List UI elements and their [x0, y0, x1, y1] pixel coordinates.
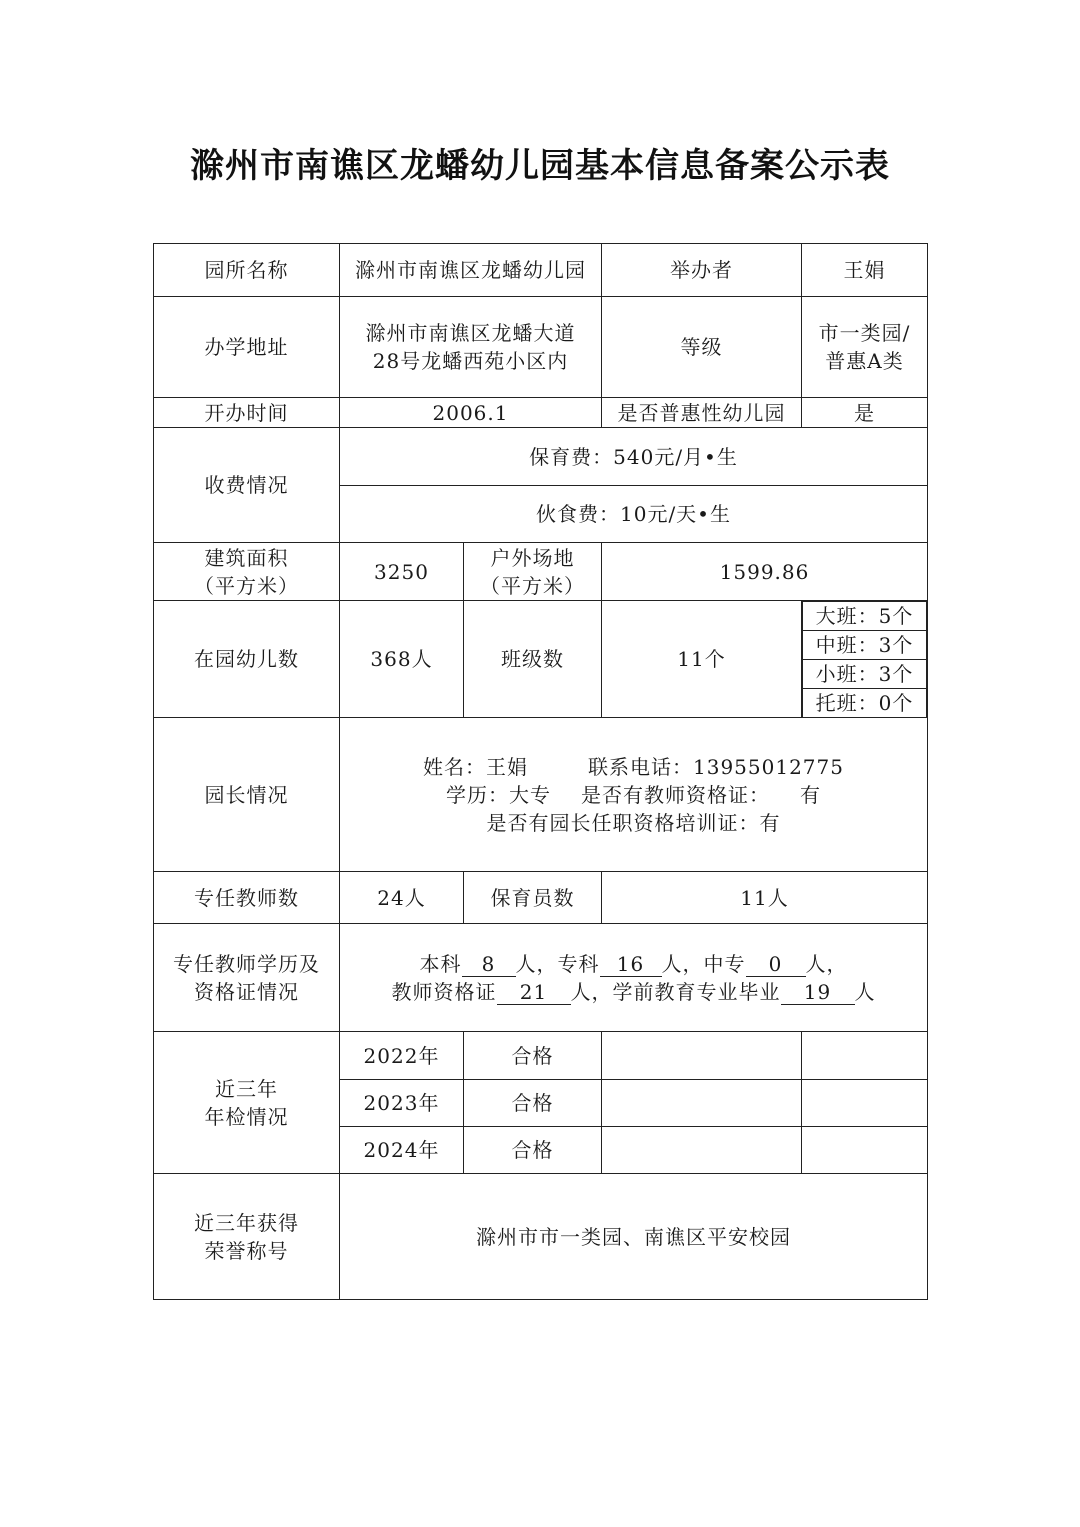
- director-education: 学历：大专: [446, 782, 551, 807]
- honors-line-1: 近三年获得: [194, 1210, 299, 1235]
- outdoor-area-line-1: 户外场地: [490, 545, 575, 570]
- secondary-unit: 人，: [805, 951, 848, 976]
- value-children-count: 368人: [340, 601, 464, 718]
- value-inclusive: 是: [802, 398, 928, 428]
- label-outdoor-area: [464, 543, 602, 601]
- row-inspect-2022: [154, 1032, 928, 1080]
- cert-unit: 人，学前教育专业毕业: [570, 979, 781, 1004]
- label-inclusive: 是否普惠性幼儿园: [602, 398, 802, 428]
- cert-label: 教师资格证: [391, 979, 497, 1004]
- cert-count: 21: [497, 980, 571, 1005]
- row-staff: [154, 872, 928, 924]
- value-meal-fee: 伙食费：10元/天•生: [340, 486, 928, 543]
- page-title: 滁州市南谯区龙蟠幼儿园基本信息备案公示表: [190, 146, 890, 186]
- qualifications-line-2: 资格证情况: [194, 979, 299, 1004]
- value-organizer: 王娟: [802, 244, 928, 297]
- label-caregiver-count: 保育员数: [464, 872, 602, 924]
- director-phone: 联系电话：13955012775: [588, 754, 844, 779]
- info-table: [153, 243, 928, 1300]
- inspection-result: 合格: [464, 1032, 602, 1080]
- value-grade: [802, 297, 928, 398]
- label-teacher-count: 专任教师数: [154, 872, 340, 924]
- label-organizer: 举办者: [602, 244, 802, 297]
- row-open: [154, 398, 928, 428]
- row-director: [154, 718, 928, 872]
- row-area: [154, 543, 928, 601]
- label-honors: [154, 1174, 340, 1300]
- inspection-year: 2024年: [340, 1127, 464, 1174]
- label-grade: 等级: [602, 297, 802, 398]
- label-children-count: 在园幼儿数: [154, 601, 340, 718]
- value-kindergarten-name: 滁州市南谯区龙蟠幼儿园: [340, 244, 602, 297]
- qualifications-cert-line: [344, 978, 923, 1006]
- empty-cell: [602, 1127, 802, 1174]
- label-address: 办学地址: [154, 297, 340, 398]
- inspection-result: 合格: [464, 1127, 602, 1174]
- qualifications-degree-line: [344, 950, 923, 978]
- row-honors: [154, 1174, 928, 1300]
- empty-cell: [602, 1080, 802, 1127]
- director-cert-question: 是否有教师资格证：: [581, 782, 770, 807]
- building-area-line-1: 建筑面积: [204, 545, 289, 570]
- label-director: 园长情况: [154, 718, 340, 872]
- address-line-2: 28号龙蟠西苑小区内: [372, 349, 569, 373]
- director-name: 姓名：王娟: [423, 754, 528, 779]
- row-qualifications: [154, 924, 928, 1032]
- value-open-date: 2006.1: [340, 398, 602, 428]
- director-cert-answer: 有: [800, 782, 821, 807]
- value-caregiver-count: 11人: [602, 872, 928, 924]
- graduate-unit: 人: [854, 979, 876, 1004]
- inspection-year: 2023年: [340, 1080, 464, 1127]
- class-size-small: 小班：3个: [803, 660, 927, 689]
- qualifications-line-1: 专任教师学历及: [173, 951, 320, 976]
- class-size-middle: 中班：3个: [803, 631, 927, 660]
- row-address: [154, 297, 928, 398]
- value-address: [340, 297, 602, 398]
- director-line-1: [344, 753, 923, 781]
- value-building-area: 3250: [340, 543, 464, 601]
- empty-cell: [802, 1127, 928, 1174]
- class-size-nursery: 托班：0个: [803, 689, 927, 718]
- row-name: [154, 244, 928, 297]
- value-teacher-count: 24人: [340, 872, 464, 924]
- address-line-1: 滁州市南谯区龙蟠大道: [365, 321, 576, 345]
- director-line-2: [344, 781, 923, 809]
- value-class-count: 11个: [602, 601, 802, 718]
- director-training: 是否有园长任职资格培训证：有: [486, 810, 781, 835]
- inspection-line-1: 近三年: [215, 1076, 278, 1101]
- row-fees-1: [154, 428, 928, 486]
- label-qualifications: [154, 924, 340, 1032]
- college-count: 16: [600, 952, 662, 977]
- inspection-line-2: 年检情况: [204, 1104, 289, 1129]
- inspection-result: 合格: [464, 1080, 602, 1127]
- empty-cell: [602, 1032, 802, 1080]
- class-breakdown: [802, 601, 928, 718]
- value-care-fee: 保育费：540元/月•生: [340, 428, 928, 486]
- value-outdoor-area: 1599.86: [602, 543, 928, 601]
- college-unit: 人，中专: [661, 951, 746, 976]
- bachelor-unit: 人，专科: [515, 951, 600, 976]
- value-director: [340, 718, 928, 872]
- label-kindergarten-name: 园所名称: [154, 244, 340, 297]
- label-class-count: 班级数: [464, 601, 602, 718]
- bachelor-label: 本科: [419, 951, 462, 976]
- label-building-area: [154, 543, 340, 601]
- honors-line-2: 荣誉称号: [204, 1238, 289, 1263]
- label-fees: 收费情况: [154, 428, 340, 543]
- value-qualifications: [340, 924, 928, 1032]
- label-open-date: 开办时间: [154, 398, 340, 428]
- empty-cell: [802, 1032, 928, 1080]
- grade-line-1: 市一类园/: [818, 321, 911, 345]
- outdoor-area-line-2: （平方米）: [480, 573, 585, 598]
- label-inspection: [154, 1032, 340, 1174]
- row-kids: [154, 601, 928, 718]
- building-area-line-2: （平方米）: [194, 573, 299, 598]
- bachelor-count: 8: [462, 952, 516, 977]
- grade-line-2: 普惠A类: [825, 349, 904, 373]
- value-honors: 滁州市市一类园、南谯区平安校园: [340, 1174, 928, 1300]
- graduate-count: 19: [781, 980, 855, 1005]
- secondary-count: 0: [746, 952, 806, 977]
- empty-cell: [802, 1080, 928, 1127]
- class-size-large: 大班：5个: [803, 602, 927, 631]
- inspection-year: 2022年: [340, 1032, 464, 1080]
